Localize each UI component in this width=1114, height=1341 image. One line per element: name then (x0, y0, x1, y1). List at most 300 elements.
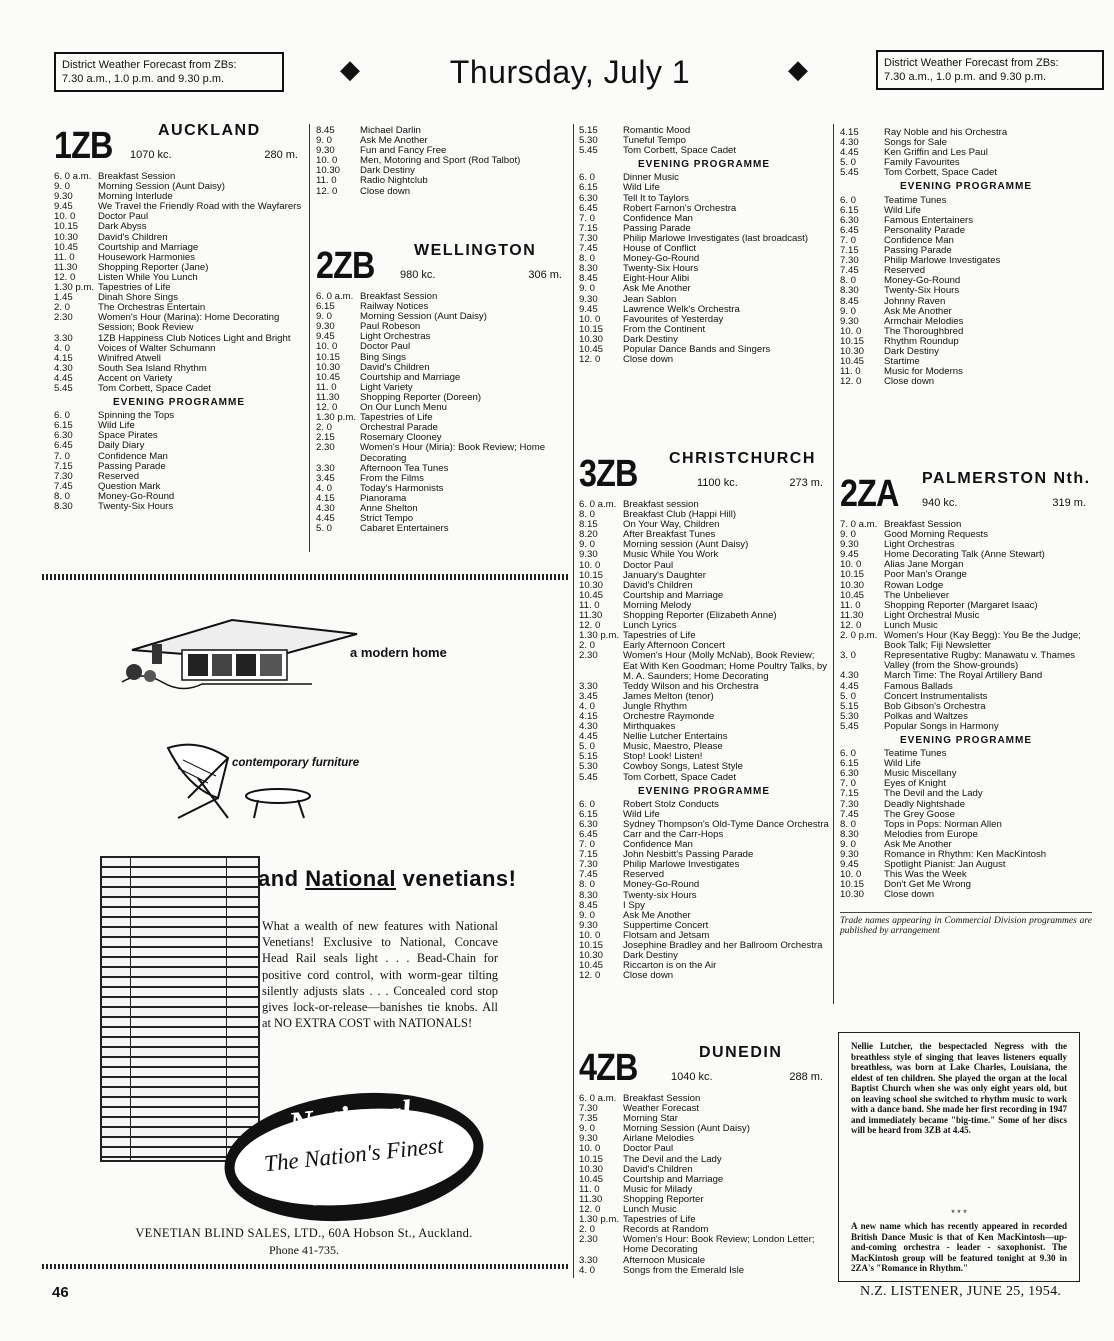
programme-title: Passing Parade (884, 245, 952, 257)
programme-title: Cowboy Songs, Latest Style (623, 761, 743, 773)
programme-time: 11. 0 (316, 381, 337, 393)
programme-entry (579, 870, 829, 880)
programme-time: 6. 0 a.m. (54, 171, 92, 182)
programme-title: Money-Go-Round (623, 253, 700, 265)
programme-entry (840, 671, 1092, 681)
programme-title: Philip Marlowe Investigates (last broadcast) (623, 232, 809, 244)
weather-box-line1: District Weather Forecast from ZBs: (884, 57, 1059, 69)
programme-time: 10.30 (840, 345, 865, 357)
programme-title: Popular Dance Bands and Singers (623, 343, 771, 355)
programme-time: 6.45 (54, 440, 73, 452)
programme-entry (840, 377, 1092, 387)
programme-title: Listen While You Lunch (98, 271, 198, 283)
programme-title: Afternoon Tea Tunes (360, 462, 449, 474)
programme-time: 6.15 (579, 808, 598, 820)
programme-time: 10.15 (840, 569, 865, 581)
programme-entry (316, 373, 568, 383)
programme-title: Tapestries of Life (623, 1214, 696, 1226)
programme-title: Courtship and Marriage (98, 241, 199, 253)
programme-entry (840, 226, 1092, 236)
evening-programme-heading: EVENING PROGRAMME (899, 734, 1032, 746)
programme-entry (579, 550, 829, 560)
programme-title: Ask Me Another (884, 838, 952, 850)
programme-title: Flotsam and Jetsam (623, 929, 710, 941)
programme-time: 6.15 (840, 758, 859, 770)
programme-time: 10.15 (579, 1153, 604, 1165)
programme-time: 8. 0 (579, 879, 596, 891)
programme-title: Dark Abyss (98, 221, 147, 233)
programme-entry (579, 325, 829, 335)
programme-title: Stop! Look! Listen! (623, 751, 703, 763)
programme-time: 9.30 (579, 293, 598, 305)
advert-company-address: VENETIAN BLIND SALES, LTD., 60A Hobson St., Auckland. (135, 1226, 473, 1240)
programme-title: Close down (623, 354, 674, 366)
programme-time: 6.30 (840, 768, 859, 780)
programme-title: Ask Me Another (360, 135, 428, 147)
programme-title: Tapestries of Life (98, 282, 171, 294)
programme-title: Music While You Work (623, 549, 719, 561)
programme-time: 7.30 (840, 798, 859, 810)
programme-time: 11.30 (840, 609, 864, 621)
station-wavelength: 273 m. (789, 477, 823, 489)
station-frequency: 940 kc. (922, 497, 958, 509)
station-header (54, 124, 304, 172)
programme-time: 8.45 (840, 295, 859, 307)
programme-time: 10.30 (316, 165, 341, 177)
programme-title: Light Orchestral Music (884, 609, 980, 621)
programme-time: 9. 0 (579, 283, 596, 295)
programme-time: 12. 0 (840, 619, 862, 631)
programme-title: Rosemary Clooney (360, 432, 442, 444)
page-number: 46 (52, 1284, 69, 1301)
programme-time: 2. 0 (579, 640, 596, 652)
programme-time: 9. 0 (579, 539, 596, 551)
programme-entry (579, 1195, 829, 1205)
programme-entry (54, 212, 304, 222)
programme-title: The Grey Goose (884, 808, 955, 820)
logo-tagline: The Nation's Finest (262, 1132, 445, 1177)
programme-title: Startime (884, 356, 920, 368)
programme-entry (579, 204, 829, 214)
programme-title: Rhythm Roundup (884, 335, 959, 347)
programme-time: 10.30 (579, 1163, 604, 1175)
programme-title: Carr and the Carr-Hops (623, 829, 724, 840)
logo-word-blinds: Blinds (310, 1167, 405, 1214)
programme-entry (579, 1104, 829, 1114)
advert-headline (258, 866, 517, 892)
programme-entry (54, 502, 304, 512)
station-city: PALMERSTON Nth. (922, 470, 1091, 487)
programme-title: March Time: The Royal Artillery Band (884, 670, 1043, 682)
programme-entry (840, 581, 1092, 591)
publication-footer: N.Z. LISTENER, JUNE 25, 1954. (860, 1284, 1062, 1299)
station-wavelength: 280 m. (264, 149, 298, 161)
programme-title: Reserved (98, 470, 140, 482)
programme-time: 8.30 (579, 263, 598, 275)
station-city: DUNEDIN (699, 1044, 783, 1061)
programme-time: 6.30 (840, 214, 859, 226)
programme-time: 8. 0 (840, 818, 857, 830)
programme-entry (840, 357, 1092, 367)
programme-time: 10. 0 (579, 313, 601, 325)
programme-title: Money-Go-Round (623, 879, 700, 891)
programme-entry (316, 413, 568, 423)
evening-programme-heading: EVENING PROGRAMME (899, 181, 1032, 193)
programme-entry (316, 332, 568, 342)
programme-entry (316, 187, 568, 197)
programme-title: Breakfast session (623, 499, 699, 510)
advert-headline-pre: and (258, 866, 299, 891)
programme-time: 10.15 (840, 879, 865, 891)
programme-time: 7.30 (840, 255, 859, 267)
programme-time: 11.30 (54, 261, 78, 273)
programme-title: South Sea Island Rhythm (98, 362, 207, 374)
programme-time: 4.45 (579, 731, 598, 743)
programme-entry (54, 482, 304, 492)
programme-time: 9.45 (316, 331, 335, 343)
note-paragraph-2: A new name which has recently appeared in recorded British Dance Music is that of Ken MacKintosh—up-and-coming orchestra - leader - saxophonist. The MacKintosh group will be featured tonight at 9.30 in 2ZA's "Romance in Rhythm." (851, 1221, 1067, 1273)
programme-time: 4.45 (316, 513, 335, 525)
programme-entry (579, 961, 829, 971)
programme-title: Wild Life (98, 420, 135, 432)
programme-entry (579, 891, 829, 901)
programme-time: 5.45 (840, 720, 859, 732)
programme-title: Courtship and Marriage (360, 371, 461, 383)
programme-entry (316, 464, 568, 474)
programme-time: 3.45 (316, 472, 335, 484)
programme-entry (316, 126, 568, 136)
programme-time: 12. 0 (579, 970, 601, 982)
programme-title: Representative Rugby: Manawatu v. Thames Valley (from the Show-grounds) (884, 650, 1076, 672)
programme-time: 7.15 (579, 849, 598, 861)
programme-title: Women's Hour (Marina): Home Decorating Session; Book Review (98, 312, 280, 334)
programme-time: 10.45 (316, 371, 341, 383)
programme-time: 6.30 (579, 192, 598, 204)
programme-entry (579, 901, 829, 911)
programme-time: 5.15 (579, 125, 598, 136)
programme-title: The Unbeliever (884, 589, 950, 601)
programme-time: 10. 0 (579, 1143, 601, 1155)
programme-entry (840, 550, 1092, 560)
programme-time: 7.30 (579, 1103, 598, 1115)
programme-title: Twenty-six Hours (623, 889, 697, 901)
station-header (316, 244, 568, 292)
programme-title: Teddy Wilson and his Orchestra (623, 680, 759, 692)
programme-title: Nellie Lutcher Entertains (623, 731, 728, 743)
programme-entry (579, 611, 829, 621)
programme-time: 2.30 (54, 312, 73, 324)
programme-title: Polkas and Waltzes (884, 710, 968, 722)
programme-title: Orchestre Raymonde (623, 710, 715, 722)
programme-title: Shopping Reporter (Jane) (98, 261, 209, 273)
weather-forecast-box-left (54, 52, 284, 92)
programme-time: 6. 0 a.m. (579, 499, 617, 510)
programme-title: Twenty-Six Hours (98, 501, 174, 512)
programme-title: Suppertime Concert (623, 919, 709, 931)
station-3zb (579, 452, 829, 981)
programme-title: Doctor Paul (623, 559, 674, 571)
programme-time: 5.15 (579, 751, 598, 763)
programme-entry (840, 128, 1092, 138)
logo-word-national: National (286, 1093, 413, 1144)
programme-time: 10. 0 (840, 869, 862, 881)
programme-title: Orchestral Parade (360, 422, 438, 434)
programme-entry (316, 524, 568, 534)
programme-time: 8. 0 (54, 490, 71, 502)
programme-time: 10.45 (579, 1173, 604, 1185)
programme-time: 5.45 (579, 145, 598, 157)
programme-title: Shopping Reporter (Elizabeth Anne) (623, 610, 777, 622)
programme-title: Confidence Man (98, 450, 168, 462)
programme-time: 2. 0 (579, 1224, 596, 1236)
programme-time: 10.15 (579, 569, 604, 581)
programme-title: Records at Random (623, 1224, 709, 1236)
programme-entry (54, 472, 304, 482)
programme-time: 9.45 (579, 303, 598, 315)
programme-title: Women's Hour (Kay Begg): You Be the Judge; Book Talk; Fiji Newsletter (884, 630, 1081, 652)
programme-time: 10.30 (579, 333, 604, 345)
programme-title: Jean Sablon (623, 293, 677, 305)
programme-entry (840, 307, 1092, 317)
station-frequency: 1070 kc. (130, 149, 172, 161)
programme-title: Close down (360, 185, 411, 197)
programme-time: 10. 0 (579, 929, 601, 941)
programme-time: 4.30 (316, 502, 335, 514)
programme-time: 6.30 (579, 818, 598, 830)
programme-entry (840, 800, 1092, 810)
programme-entry (579, 1155, 829, 1165)
programme-entry (840, 749, 1092, 759)
programme-entry (54, 431, 304, 441)
programme-entry (840, 769, 1092, 779)
programme-time: 8. 0 (579, 253, 596, 265)
programme-entry (579, 173, 829, 183)
programme-entry (54, 462, 304, 472)
programme-entry (579, 254, 829, 264)
programme-title: Lunch Lyrics (623, 620, 677, 632)
programme-entry (579, 830, 829, 840)
programme-time: 10.15 (579, 940, 604, 952)
programme-title: Housework Harmonies (98, 251, 196, 263)
programme-entry (579, 1134, 829, 1144)
programme-time: 11.30 (579, 610, 603, 622)
programme-time: 11. 0 (579, 599, 600, 611)
station-wavelength: 306 m. (528, 269, 562, 281)
programme-entry (54, 202, 304, 212)
programme-title: Tom Corbett, Space Cadet (884, 167, 998, 179)
programme-entry (840, 286, 1092, 296)
column-divider (573, 124, 574, 1278)
programme-time: 4.30 (579, 721, 598, 733)
programme-entry (54, 182, 304, 192)
programme-title: Johnny Raven (884, 295, 946, 307)
programme-title: Close down (884, 889, 935, 901)
programme-list (840, 128, 1092, 178)
programme-time: 5.45 (579, 771, 598, 783)
programme-title: Bing Sings (360, 351, 406, 363)
programme-title: Tom Corbett, Space Cadet (98, 382, 212, 394)
programme-title: Courtship and Marriage (623, 589, 724, 601)
programme-entry (579, 712, 829, 722)
feature-note-box (838, 1032, 1080, 1282)
programme-list (316, 292, 568, 534)
programme-time: 4.15 (579, 710, 598, 722)
programme-time: 7.30 (579, 859, 598, 871)
programme-time: 11. 0 (840, 366, 861, 378)
programme-title: Jungle Rhythm (623, 700, 687, 712)
programme-time: 3. 0 (840, 650, 857, 662)
programme-time: 10.30 (840, 579, 865, 591)
advert-headline-post: venetians! (402, 866, 517, 891)
programme-entry (840, 880, 1092, 890)
programme-time: 8. 0 (840, 275, 857, 287)
programme-time: 12. 0 (316, 185, 338, 197)
programme-entry (579, 345, 829, 355)
programme-time: 11. 0 (579, 1183, 600, 1195)
programme-title: Robert Stolz Conducts (623, 798, 719, 810)
programme-time: 3.30 (579, 680, 598, 692)
programme-time: 6. 0 (579, 798, 596, 810)
programme-time: 10.15 (316, 351, 341, 363)
programme-title: Music, Maestro, Please (623, 741, 723, 753)
programme-title: Courtship and Marriage (623, 1173, 724, 1185)
station-2zb-continued (579, 126, 829, 365)
programme-time: 7. 0 (579, 839, 596, 851)
station-1zb-continued (316, 126, 568, 197)
programme-title: Songs from the Emerald Isle (623, 1264, 745, 1276)
programme-time: 9.30 (579, 549, 598, 561)
programme-time: 4.30 (54, 362, 73, 374)
programme-entry (840, 530, 1092, 540)
programme-title: Breakfast Session (884, 519, 962, 530)
programme-title: Question Mark (98, 480, 161, 492)
programme-title: Tuneful Tempo (623, 135, 686, 147)
programme-title: Music for Moderns (884, 366, 963, 378)
programme-entry (54, 364, 304, 374)
note-paragraph-1: Nellie Lutcher, the bespectacled Negress with the breathless style of singing that leaves listeners equally breathless, was born at Lake Charles, Louisiana, the eldest of ten children. She played the organ at the local Baptist Church when she was only eight years old, but on leaving school she switched to rhythm music to work with a dance band. She made her first recording in 1947 and immediately became "big-time." Some of her discs will be heard from 3ZB at 4.45. (851, 1041, 1067, 1135)
programme-title: Morning Star (623, 1113, 678, 1125)
programme-time: 6. 0 a.m. (316, 291, 354, 302)
programme-time: 5.30 (840, 710, 859, 722)
programme-entry (840, 327, 1092, 337)
programme-time: 9.30 (840, 539, 859, 551)
programme-entry (54, 441, 304, 451)
programme-title: Lunch Music (623, 1204, 677, 1216)
programme-title: Light Orchestras (360, 331, 431, 343)
programme-time: 6. 0 (54, 410, 71, 422)
programme-title: Good Morning Requests (884, 529, 988, 541)
programme-time: 6.45 (840, 224, 859, 236)
programme-entry (840, 276, 1092, 286)
programme-title: The Devil and the Lady (623, 1153, 722, 1165)
programme-title: Close down (623, 970, 674, 982)
station-frequency: 1100 kc. (697, 477, 738, 489)
programme-entry (579, 692, 829, 702)
programme-title: Today's Harmonists (360, 482, 444, 494)
programme-time: 1.30 p.m. (579, 630, 619, 642)
programme-title: Lunch Music (884, 619, 938, 631)
programme-title: David's Children (360, 361, 430, 373)
programme-title: Ask Me Another (623, 909, 691, 921)
programme-time: 10.45 (579, 589, 604, 601)
programme-entry (54, 344, 304, 354)
programme-time: 8.30 (840, 828, 859, 840)
programme-title: Philip Marlowe Investigates (884, 255, 1001, 267)
programme-time: 11. 0 (54, 251, 75, 263)
programme-list (840, 520, 1092, 732)
programme-title: Strict Tempo (360, 513, 414, 525)
programme-entry (316, 292, 568, 302)
station-1zb (54, 124, 304, 512)
evening-list (840, 749, 1092, 900)
programme-title: Family Favourites (884, 157, 960, 169)
programme-time: 6. 0 (840, 194, 857, 206)
programme-entry (54, 384, 304, 394)
programme-title: Anne Shelton (360, 502, 418, 514)
programme-time: 5. 0 (840, 690, 857, 702)
programme-time: 8.45 (579, 899, 598, 911)
programme-time: 9.30 (316, 321, 335, 333)
programme-title: I Spy (623, 899, 645, 911)
programme-entry (840, 651, 1092, 671)
programme-time: 9.45 (840, 859, 859, 871)
programme-time: 4.15 (54, 352, 73, 364)
programme-time: 10.15 (840, 335, 865, 347)
programme-title: Paul Robeson (360, 321, 421, 333)
programme-time: 5.30 (579, 135, 598, 147)
programme-time: 6. 0 (579, 172, 596, 184)
programme-time: 11. 0 (316, 175, 337, 187)
programme-entry (316, 166, 568, 176)
programme-title: Morning Session (Aunt Daisy) (360, 311, 487, 323)
programme-entry (579, 146, 829, 156)
programme-time: 5.45 (54, 382, 73, 394)
programme-title: Melodies from Europe (884, 828, 978, 840)
programme-time: 10.30 (54, 231, 79, 243)
programme-title: Wild Life (623, 808, 660, 820)
programme-time: 2.30 (579, 650, 598, 662)
programme-time: 4. 0 (316, 482, 333, 494)
programme-time: 4.45 (840, 680, 859, 692)
station-header (579, 1046, 829, 1094)
programme-title: After Breakfast Tunes (623, 529, 716, 541)
programme-title: 1ZB Happiness Club Notices Light and Bright (98, 332, 291, 344)
programme-entry (579, 971, 829, 981)
station-header (579, 452, 829, 500)
programme-entry (840, 256, 1092, 266)
programme-time: 4. 0 (579, 700, 596, 712)
programme-entry (840, 347, 1092, 357)
modern-home-illustration (112, 600, 362, 696)
programme-list (579, 1094, 829, 1276)
programme-title: Fun and Fancy Free (360, 145, 447, 157)
programme-time: 1.30 p.m. (316, 412, 356, 424)
advert-headline-brand: National (305, 866, 397, 891)
programme-time: 10.30 (316, 361, 341, 373)
programme-time: 7. 0 (579, 212, 596, 224)
programme-title: Daily Diary (98, 440, 145, 452)
programme-entry (579, 880, 829, 890)
programme-time: 2. 0 (54, 302, 71, 314)
programme-time: 1.45 (54, 292, 73, 304)
programme-time: 9. 0 (840, 838, 857, 850)
programme-title: Teatime Tunes (884, 194, 947, 206)
station-code: 4ZB (579, 1047, 638, 1089)
programme-title: Ask Me Another (884, 305, 952, 317)
programme-title: Morning Session (Aunt Daisy) (623, 1123, 750, 1135)
station-code: 1ZB (54, 125, 113, 167)
programme-title: Early Afternoon Concert (623, 640, 725, 652)
